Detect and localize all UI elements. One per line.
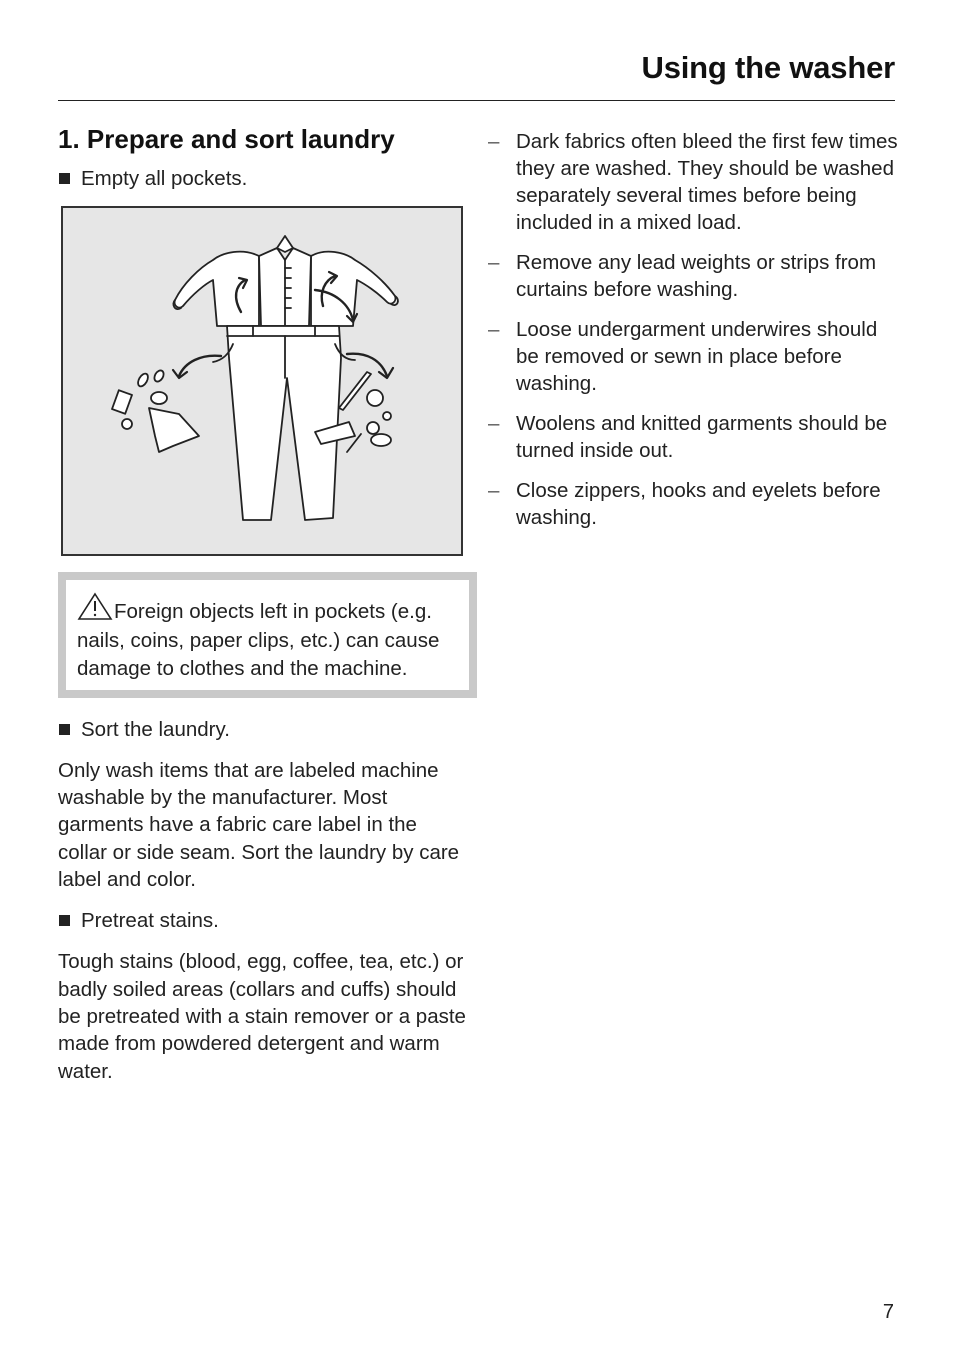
- paragraph-stains: Tough stains (blood, egg, coffee, tea, etc.) or badly soiled areas (collars and cuffs) should be pretreated with a stain remover or a paste made from powdered detergent and warm water.: [58, 950, 466, 1083]
- dash-marker: –: [488, 251, 500, 274]
- header-divider: [58, 100, 895, 101]
- warning-box: [58, 572, 477, 698]
- tip-text: Loose undergarment underwires should be removed or sewn in place before washing.: [516, 318, 878, 395]
- left-column: [58, 124, 468, 1099]
- step-text: Pretreat stains.: [81, 909, 219, 933]
- dash-marker: –: [488, 130, 500, 153]
- step-empty-pockets: [58, 165, 468, 192]
- square-bullet-icon: [59, 915, 70, 926]
- page-header-title: Using the washer: [641, 50, 895, 85]
- section-title: 1. Prepare and sort laundry: [58, 124, 395, 154]
- step-text: Sort the laundry.: [81, 717, 230, 741]
- illustration-empty-pockets: [61, 206, 463, 556]
- tip-text: Remove any lead weights or strips from curtains before washing.: [516, 251, 877, 301]
- square-bullet-icon: [59, 724, 70, 735]
- step-pretreat-stains: [58, 907, 468, 934]
- tip-text: Close zippers, hooks and eyelets before washing.: [516, 479, 881, 529]
- step-text: Empty all pockets.: [81, 167, 248, 190]
- square-bullet-icon: [59, 173, 70, 184]
- right-column: [488, 128, 898, 544]
- tip-item: [488, 316, 898, 397]
- dash-marker: –: [488, 479, 500, 502]
- step-sort-laundry: [58, 716, 468, 743]
- warning-text: Foreign objects left in pockets (e.g. nails, coins, paper clips, etc.) can cause damage to clothes and the machine.: [77, 600, 440, 680]
- dash-marker: –: [488, 412, 500, 435]
- tip-text: Dark fabrics often bleed the first few times they are washed. They should be washed separately several times before being included in a mixed load.: [516, 130, 898, 234]
- tip-item: [488, 477, 898, 531]
- dash-marker: –: [488, 318, 500, 341]
- paragraph-care-label: Only wash items that are labeled machine washable by the manufacturer. Most garments have a fabric care label in the collar or side seam. Sort the laundry by care label and color.: [58, 758, 460, 892]
- tip-item: [488, 128, 898, 236]
- warning-triangle-icon: [77, 592, 113, 627]
- tip-item: [488, 249, 898, 303]
- tip-text: Woolens and knitted garments should be turned inside out.: [516, 412, 888, 462]
- tip-item: [488, 410, 898, 464]
- page-number: 7: [882, 1301, 894, 1323]
